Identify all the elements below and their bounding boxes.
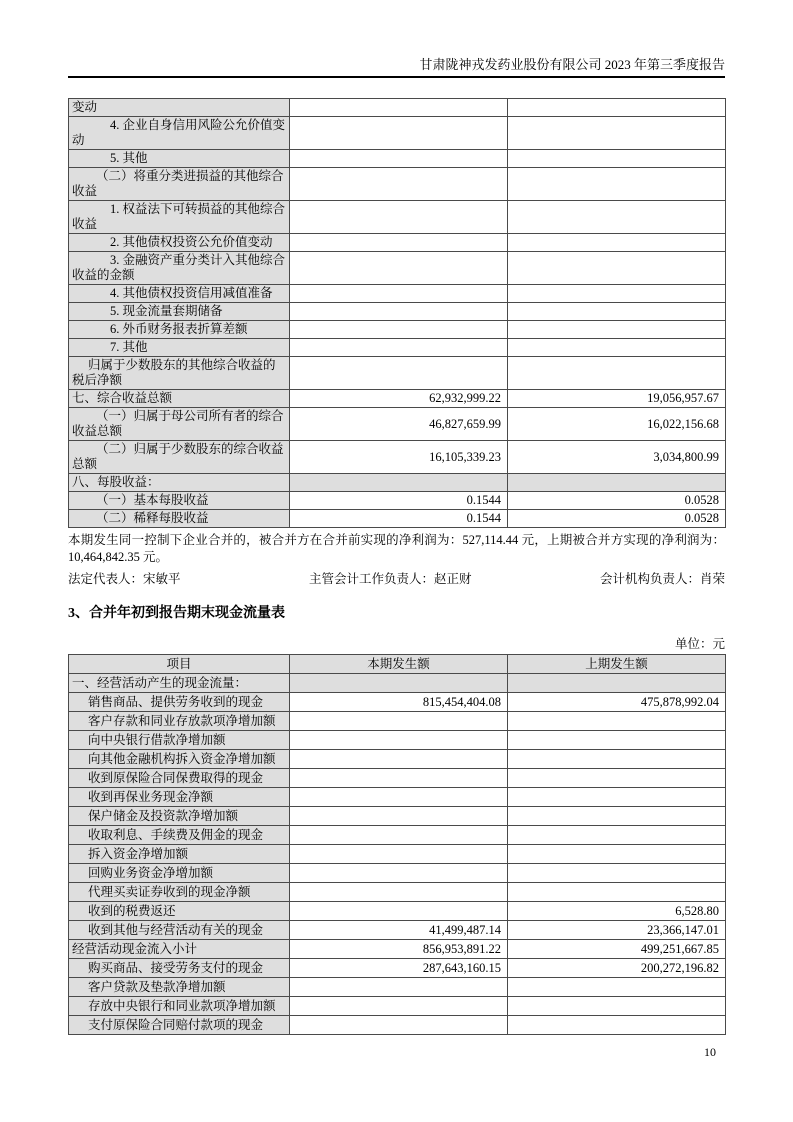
row-prior-value-cell	[508, 252, 726, 285]
table-row	[69, 408, 726, 441]
row-label-cell: 收到再保业务现金净额	[69, 788, 290, 807]
row-prior-value-cell	[508, 201, 726, 234]
row-label-cell: 经营活动现金流入小计	[69, 940, 290, 959]
row-current-value-cell	[290, 252, 508, 285]
row-label-cell: 7. 其他	[69, 339, 290, 357]
table-row	[69, 978, 726, 997]
row-current-value-cell: 62,932,999.22	[290, 390, 508, 408]
section-title-cash-flow: 3、合并年初到报告期末现金流量表	[68, 606, 285, 621]
row-label-cell: 1. 权益法下可转损益的其他综合收益	[69, 201, 290, 234]
row-label-cell: 3. 金融资产重分类计入其他综合收益的金额	[69, 252, 290, 285]
row-label-cell: 收到原保险合同保费取得的现金	[69, 769, 290, 788]
table-row	[69, 902, 726, 921]
column-header-item: 项目	[69, 655, 290, 674]
table-row	[69, 788, 726, 807]
row-label-cell: 变动	[69, 99, 290, 117]
row-current-value-cell	[290, 883, 508, 902]
row-label-cell: （一）归属于母公司所有者的综合收益总额	[69, 408, 290, 441]
row-prior-value-cell	[508, 117, 726, 150]
merger-note: 本期发生同一控制下企业合并的，被合并方在合并前实现的净利润为：527,114.44 元，上期被合并方实现的净利润为：10,464,842.35 元。	[68, 533, 725, 564]
table-row	[69, 285, 726, 303]
row-current-value-cell	[290, 750, 508, 769]
table-row	[69, 252, 726, 285]
row-label-cell: 一、经营活动产生的现金流量：	[69, 674, 290, 693]
row-prior-value-cell	[508, 285, 726, 303]
table-row	[69, 150, 726, 168]
row-prior-value-cell	[508, 731, 726, 750]
table-row	[69, 750, 726, 769]
row-current-value-cell	[290, 978, 508, 997]
row-label-cell: 5. 现金流量套期储备	[69, 303, 290, 321]
row-current-value-cell	[290, 474, 508, 492]
cash-flow-table	[68, 654, 726, 1035]
row-prior-value-cell: 19,056,957.67	[508, 390, 726, 408]
header-rule	[68, 76, 725, 78]
row-prior-value-cell	[508, 769, 726, 788]
row-current-value-cell	[290, 285, 508, 303]
row-current-value-cell: 0.1544	[290, 510, 508, 528]
row-current-value-cell	[290, 201, 508, 234]
row-label-cell: 七、综合收益总额	[69, 390, 290, 408]
row-current-value-cell	[290, 150, 508, 168]
row-prior-value-cell	[508, 99, 726, 117]
table-row	[69, 883, 726, 902]
row-prior-value-cell	[508, 339, 726, 357]
table-row	[69, 441, 726, 474]
row-current-value-cell	[290, 674, 508, 693]
row-label-cell: （二）稀释每股收益	[69, 510, 290, 528]
row-current-value-cell	[290, 769, 508, 788]
row-prior-value-cell	[508, 321, 726, 339]
row-prior-value-cell	[508, 807, 726, 826]
chief-accountant: 主管会计工作负责人：赵正财	[308, 572, 472, 586]
row-label-cell: 购买商品、接受劳务支付的现金	[69, 959, 290, 978]
table-row	[69, 674, 726, 693]
table-row	[69, 1016, 726, 1035]
row-label-cell: 4. 其他债权投资信用减值准备	[69, 285, 290, 303]
signature-line	[68, 572, 725, 587]
row-prior-value-cell	[508, 864, 726, 883]
row-prior-value-cell	[508, 997, 726, 1016]
table-row	[69, 807, 726, 826]
row-label-cell: （二）将重分类进损益的其他综合收益	[69, 168, 290, 201]
row-prior-value-cell	[508, 168, 726, 201]
table-row	[69, 201, 726, 234]
row-label-cell: 客户存款和同业存放款项净增加额	[69, 712, 290, 731]
row-prior-value-cell	[508, 845, 726, 864]
row-current-value-cell: 815,454,404.08	[290, 693, 508, 712]
row-current-value-cell: 46,827,659.99	[290, 408, 508, 441]
row-prior-value-cell	[508, 303, 726, 321]
row-current-value-cell	[290, 117, 508, 150]
table-row	[69, 474, 726, 492]
table-row	[69, 845, 726, 864]
row-prior-value-cell: 6,528.80	[508, 902, 726, 921]
table-row	[69, 303, 726, 321]
table-row	[69, 510, 726, 528]
row-label-cell: 回购业务资金净增加额	[69, 864, 290, 883]
row-prior-value-cell	[508, 674, 726, 693]
row-current-value-cell	[290, 303, 508, 321]
table-row	[69, 826, 726, 845]
table-row	[69, 940, 726, 959]
row-label-cell: 客户贷款及垫款净增加额	[69, 978, 290, 997]
row-label-cell: 八、每股收益：	[69, 474, 290, 492]
table-row	[69, 769, 726, 788]
row-current-value-cell	[290, 1016, 508, 1035]
row-current-value-cell: 287,643,160.15	[290, 959, 508, 978]
row-label-cell: 向其他金融机构拆入资金净增加额	[69, 750, 290, 769]
row-prior-value-cell	[508, 474, 726, 492]
row-current-value-cell	[290, 845, 508, 864]
row-label-cell: 销售商品、提供劳务收到的现金	[69, 693, 290, 712]
row-label-cell: 代理买卖证券收到的现金净额	[69, 883, 290, 902]
legal-representative: 法定代表人：宋敏平	[68, 572, 181, 586]
table-row	[69, 959, 726, 978]
accounting-org-head: 会计机构负责人：肖荣	[599, 572, 725, 586]
row-current-value-cell: 41,499,487.14	[290, 921, 508, 940]
row-label-cell: 2. 其他债权投资公允价值变动	[69, 234, 290, 252]
row-prior-value-cell	[508, 826, 726, 845]
table-row	[69, 168, 726, 201]
row-current-value-cell: 16,105,339.23	[290, 441, 508, 474]
table-row	[69, 997, 726, 1016]
row-current-value-cell: 0.1544	[290, 492, 508, 510]
row-current-value-cell	[290, 321, 508, 339]
row-current-value-cell	[290, 712, 508, 731]
row-current-value-cell	[290, 357, 508, 390]
row-prior-value-cell	[508, 234, 726, 252]
unit-label: 单位：元	[674, 637, 725, 651]
column-header-current-period: 本期发生额	[290, 655, 508, 674]
row-current-value-cell	[290, 99, 508, 117]
table-row	[69, 357, 726, 390]
row-prior-value-cell	[508, 883, 726, 902]
row-prior-value-cell	[508, 150, 726, 168]
row-label-cell: 拆入资金净增加额	[69, 845, 290, 864]
row-current-value-cell	[290, 168, 508, 201]
row-label-cell: 保户储金及投资款净增加额	[69, 807, 290, 826]
row-prior-value-cell: 200,272,196.82	[508, 959, 726, 978]
row-current-value-cell	[290, 339, 508, 357]
table-row	[69, 693, 726, 712]
row-current-value-cell	[290, 997, 508, 1016]
row-current-value-cell	[290, 234, 508, 252]
row-label-cell: 6. 外币财务报表折算差额	[69, 321, 290, 339]
row-current-value-cell	[290, 902, 508, 921]
table-row	[69, 390, 726, 408]
row-label-cell: 存放中央银行和同业款项净增加额	[69, 997, 290, 1016]
row-label-cell: 向中央银行借款净增加额	[69, 731, 290, 750]
row-current-value-cell	[290, 826, 508, 845]
column-header-prior-period: 上期发生额	[508, 655, 726, 674]
row-label-cell: 归属于少数股东的其他综合收益的税后净额	[69, 357, 290, 390]
row-label-cell: （二）归属于少数股东的综合收益总额	[69, 441, 290, 474]
table-row	[69, 234, 726, 252]
table-row	[69, 864, 726, 883]
row-prior-value-cell: 475,878,992.04	[508, 693, 726, 712]
report-header-title: 甘肃陇神戎发药业股份有限公司 2023 年第三季度报告	[419, 57, 725, 72]
row-prior-value-cell	[508, 1016, 726, 1035]
row-current-value-cell: 856,953,891.22	[290, 940, 508, 959]
row-prior-value-cell	[508, 978, 726, 997]
table-row	[69, 321, 726, 339]
row-prior-value-cell: 23,366,147.01	[508, 921, 726, 940]
row-current-value-cell	[290, 731, 508, 750]
row-prior-value-cell	[508, 750, 726, 769]
table-row	[69, 339, 726, 357]
row-label-cell: （一）基本每股收益	[69, 492, 290, 510]
row-prior-value-cell	[508, 788, 726, 807]
row-label-cell: 5. 其他	[69, 150, 290, 168]
row-prior-value-cell: 3,034,800.99	[508, 441, 726, 474]
row-label-cell: 4. 企业自身信用风险公允价值变动	[69, 117, 290, 150]
row-label-cell: 支付原保险合同赔付款项的现金	[69, 1016, 290, 1035]
table-header-row	[69, 655, 726, 674]
table-row	[69, 99, 726, 117]
table-row	[69, 921, 726, 940]
row-prior-value-cell: 16,022,156.68	[508, 408, 726, 441]
row-prior-value-cell: 0.0528	[508, 510, 726, 528]
row-current-value-cell	[290, 864, 508, 883]
page-number: 10	[704, 1045, 716, 1059]
row-prior-value-cell: 499,251,667.85	[508, 940, 726, 959]
table-row	[69, 117, 726, 150]
row-current-value-cell	[290, 807, 508, 826]
row-current-value-cell	[290, 788, 508, 807]
table-row	[69, 492, 726, 510]
table-row	[69, 712, 726, 731]
row-prior-value-cell	[508, 357, 726, 390]
row-label-cell: 收到其他与经营活动有关的现金	[69, 921, 290, 940]
row-prior-value-cell: 0.0528	[508, 492, 726, 510]
comprehensive-income-table	[68, 98, 726, 528]
row-label-cell: 收取利息、手续费及佣金的现金	[69, 826, 290, 845]
row-label-cell: 收到的税费返还	[69, 902, 290, 921]
row-prior-value-cell	[508, 712, 726, 731]
table-row	[69, 731, 726, 750]
